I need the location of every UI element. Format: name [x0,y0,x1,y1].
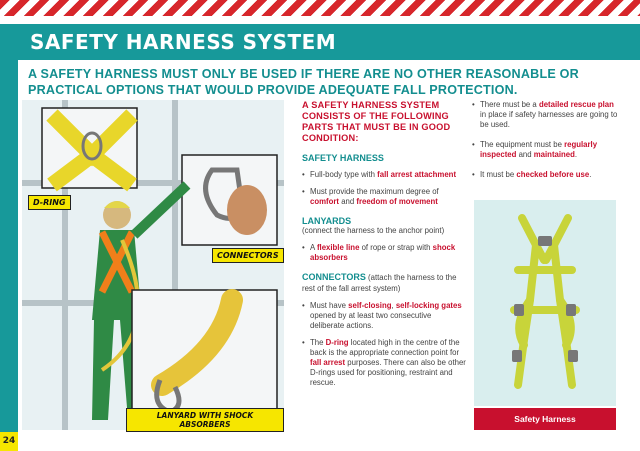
connectors-bullet-1 [302,301,466,331]
text: . [589,170,592,179]
highlight: fall arrest [310,358,346,367]
connectors-heading [302,272,466,294]
text: The equipment must be [480,140,565,149]
parts-lead: A SAFETY HARNESS SYSTEM CONSISTS OF THE FOLLOWING PARTS THAT MUST BE IN GOOD CONDITION: [302,100,451,143]
heading-text: CONNECTORS [302,272,366,282]
worker-illustration [22,100,284,430]
text: purposes. There can also be other D-rings used for positioning, restraint and rescue. [310,358,466,387]
highlight: flexible line [316,243,360,252]
left-margin-band [0,24,18,451]
text: The [310,338,326,347]
rescue-plan-bullet [472,100,622,130]
highlight: shock absorbers [310,243,456,262]
highlight: self-locking gates [395,301,462,310]
requirements-column [472,100,622,180]
highlight: fall arrest attachment [377,170,457,179]
text: opened by at least two consecutive deliberate actions. [310,311,432,330]
highlight: freedom of movement [356,197,438,206]
safety-harness-heading: SAFETY HARNESS [302,153,384,163]
system-parts-column [302,100,466,388]
text: and [339,197,357,206]
full-body-harness-icon [474,200,616,406]
text: . [574,150,578,159]
buckle-icon [512,350,522,362]
highlight: detailed rescue plan [538,100,614,109]
text: There must be a [480,100,539,109]
lanyards-heading: LANYARDS [302,216,352,226]
connectors-bullet-2 [302,338,466,388]
buckle-icon [566,304,576,316]
text: It must be [480,170,517,179]
harness-photo-panel [474,200,616,406]
lanyards-subtitle: (connect the harness to the anchor point) [302,226,445,235]
hazard-stripe-border [0,0,640,16]
page-number: 24 [0,432,18,451]
text: Full-body type with [310,170,378,179]
connectors-label: CONNECTORS [212,248,284,263]
lanyard-label: LANYARD WITH SHOCK ABSORBERS [126,408,284,432]
page-title: SAFETY HARNESS SYSTEM [30,30,337,54]
text: Must have [310,301,349,310]
highlight: comfort [310,197,340,206]
buckle-icon [568,350,578,362]
harness-caption: Safety Harness [474,408,616,430]
hand-icon [227,185,267,235]
inspection-bullet [472,140,622,160]
harness-bullet-2 [302,187,466,207]
title-bar [18,24,640,60]
d-ring-buckle-icon [538,236,552,246]
text: located high in the centre of the back is the appropriate connection point for [310,338,460,357]
highlight: checked before use [516,170,590,179]
highlight: self-closing [348,301,392,310]
highlight: maintained [533,150,575,159]
highlight: D-ring [325,338,349,347]
text: , [391,301,396,310]
d-ring-label: D-RING [28,195,71,210]
harness-bullet-1 [302,170,466,180]
buckle-icon [514,304,524,316]
text: and [516,150,534,159]
check-before-use-bullet [472,170,622,180]
connectors-subtitle: (attach the harness to the rest of the fall arrest system) [302,273,457,293]
text: in place if safety harnesses are going to be used. [480,110,618,129]
harness-illustration [22,100,284,430]
lanyards-bullet-1 [302,243,466,263]
text: of rope or strap with [359,243,433,252]
highlight: regularly inspected [480,140,598,159]
intro-statement: A SAFETY HARNESS MUST ONLY BE USED IF THERE ARE NO OTHER REASONABLE OR PRACTICAL OPTIONS THAT WOULD PROVIDE ADEQUATE FALL PROTECTION. [28,67,579,97]
text: Must provide the maximum degree of [310,187,439,196]
text: A [310,243,317,252]
